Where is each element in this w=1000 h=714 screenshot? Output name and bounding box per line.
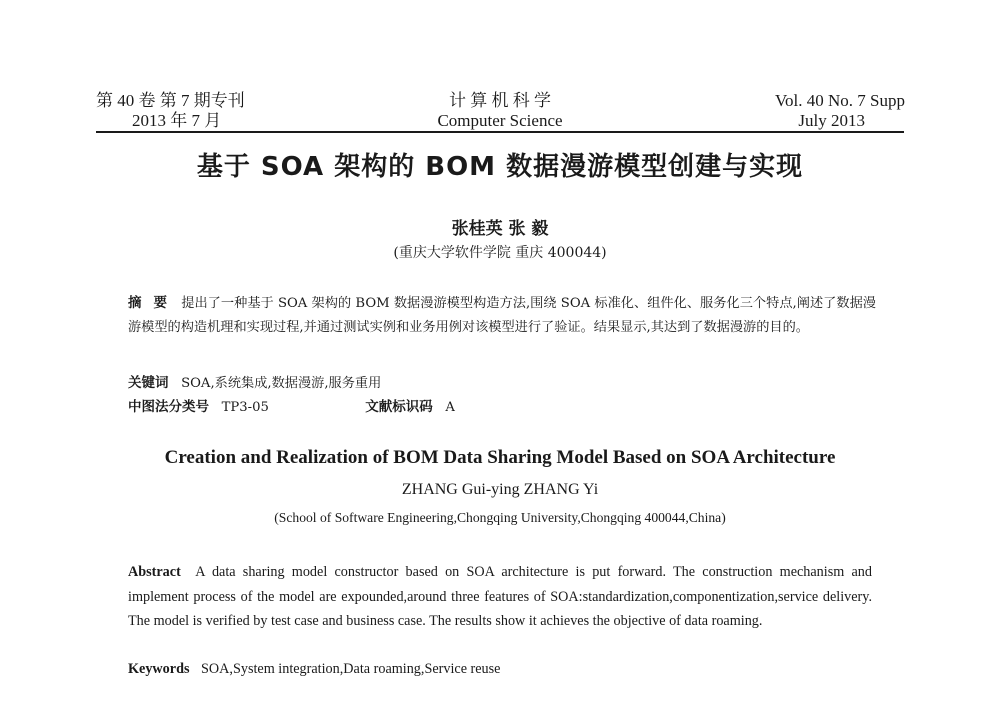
- classification-cn: [128, 397, 876, 418]
- issue-volume: 第 40 卷 第 7 期专刊: [96, 91, 245, 110]
- doc-code-value: A: [445, 400, 455, 415]
- abstract-text-en: A data sharing model constructor based on SOA architecture is put forward. The construction mechanism and implement process of the model are expounded,around three features of SOA:standardization,componentization,service delivery. The model is verified by test case and business case. The results show it achieves the objective of data roaming.: [128, 564, 872, 629]
- journal-volume-en: [700, 91, 905, 131]
- abstract-label-en: Abstract: [128, 564, 181, 580]
- paper-title-cn: 基于 SOA 架构的 BOM 数据漫游模型创建与实现: [196, 152, 804, 182]
- issue-date-en: July 2013: [798, 111, 865, 130]
- keywords-text-cn: SOA,系统集成,数据漫游,服务重用: [181, 376, 382, 391]
- keywords-text-en: SOA,System integration,Data roaming,Service reuse: [201, 661, 501, 677]
- issue-date: 2013 年 7 月: [132, 111, 222, 130]
- doc-code-label: 文献标识码: [365, 399, 433, 415]
- volume-number-en: Vol. 40 No. 7 Supp: [774, 91, 905, 110]
- authors-cn: 张桂英 张 毅: [451, 219, 549, 239]
- paper-title-en: Creation and Realization of BOM Data Sharing Model Based on SOA Architecture: [164, 447, 836, 468]
- authors-en: ZHANG Gui-ying ZHANG Yi: [401, 481, 599, 498]
- keywords-label-cn: 关键词: [128, 375, 169, 391]
- journal-name: [400, 91, 600, 131]
- abstract-label-cn: 摘要: [128, 295, 180, 311]
- affiliation-cn: (重庆大学软件学院 重庆 400044): [393, 245, 607, 261]
- clc-label: 中图法分类号: [128, 399, 209, 415]
- header-rule: [96, 131, 904, 133]
- abstract-text-cn: 提出了一种基于 SOA 架构的 BOM 数据漫游模型构造方法,围绕 SOA 标准化、组件化、服务化三个特点,阐述了数据漫游模型的构造机理和实现过程,并通过测试实例和业务用例对该模型进行了验证。结果显示,其达到了数据漫游的目的。: [128, 296, 876, 335]
- affiliation-en: (School of Software Engineering,Chongqing University,Chongqing 400044,China): [274, 510, 726, 525]
- journal-name-cn: 计 算 机 科 学: [449, 91, 551, 110]
- journal-issue-info: [96, 91, 296, 131]
- clc-value: TP3-05: [221, 400, 269, 415]
- keywords-label-en: Keywords: [128, 661, 190, 677]
- abstract-cn: [128, 291, 876, 340]
- keywords-en: [128, 659, 872, 679]
- keywords-cn: [128, 373, 876, 394]
- journal-name-en: Computer Science: [437, 111, 563, 130]
- abstract-en: [128, 560, 872, 634]
